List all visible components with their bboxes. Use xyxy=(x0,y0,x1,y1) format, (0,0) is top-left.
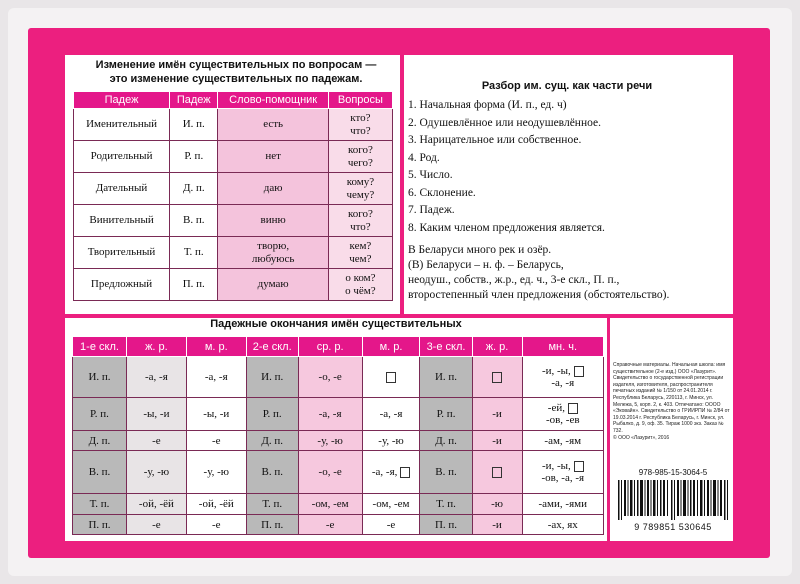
case-abbr: Р. п. xyxy=(73,398,127,431)
helper-word: творю, любуюсь xyxy=(218,237,328,269)
case-abbr: П. п. xyxy=(246,515,298,535)
ending-cell: -у, -ю xyxy=(298,431,362,451)
table-row xyxy=(74,141,393,173)
ending-cell: -ой, -ёй xyxy=(186,494,246,515)
ending-cell: -ом, -ем xyxy=(298,494,362,515)
ending-cell: -о, -е xyxy=(298,451,362,494)
case-abbr: В. п. xyxy=(170,205,218,237)
null-ending-box xyxy=(574,366,584,377)
table-row xyxy=(74,205,393,237)
case-abbr: П. п. xyxy=(170,269,218,301)
ending-cell: -у, -ю xyxy=(362,431,420,451)
ending-cell: -е xyxy=(126,431,186,451)
ending-cell: -а, -я xyxy=(362,398,420,431)
ending-cell: -у, -ю xyxy=(126,451,186,494)
parse-item: 2. Одушевлённое или неодушевлённое. xyxy=(408,116,601,129)
ending-cell: -ей, -ов, -ев xyxy=(522,398,603,431)
ending-cell: -ы, -и xyxy=(126,398,186,431)
case-name: Родительный xyxy=(74,141,170,173)
case-abbr: Д. п. xyxy=(246,431,298,451)
table-row xyxy=(74,237,393,269)
table-row xyxy=(74,269,393,301)
case-table xyxy=(73,91,393,301)
parse-example: В Беларуси много рек и озёр. (В) Беларуси – н. ф. – Беларусь, неодуш., собств., ж.р., ед. ч., 3-е скл., П. п., второстепенный член предложения (обстоятельство). xyxy=(408,244,670,301)
header-plural: мн. ч. xyxy=(522,337,603,357)
case-questions: кого? чего? xyxy=(328,141,392,173)
ending-cell: -у, -ю xyxy=(186,451,246,494)
ending-cell: -и xyxy=(472,515,522,535)
header-masculine-2: м. р. xyxy=(362,337,420,357)
case-abbr: Т. п. xyxy=(73,494,127,515)
ending-cell xyxy=(472,357,522,398)
ending-cell: -а, -я xyxy=(298,398,362,431)
table-row xyxy=(73,431,604,451)
case-abbr: П. п. xyxy=(73,515,127,535)
case-abbr: Т. п. xyxy=(420,494,472,515)
case-table-title: Изменение имён существительных по вопросам — это изменение существительных по падежам. xyxy=(95,59,377,85)
helper-word: виню xyxy=(218,205,328,237)
case-name: Творительный xyxy=(74,237,170,269)
helper-word: есть xyxy=(218,109,328,141)
null-ending-box xyxy=(568,403,578,414)
case-abbr: Р. п. xyxy=(246,398,298,431)
table-row xyxy=(74,173,393,205)
divider-imprint xyxy=(607,318,610,541)
header-case: Падеж xyxy=(74,92,170,109)
helper-word: нет xyxy=(218,141,328,173)
ending-cell xyxy=(362,357,420,398)
divider-vertical xyxy=(400,55,404,317)
ending-cell: -ами, -ями xyxy=(522,494,603,515)
table-row xyxy=(73,357,604,398)
ending-cell: -ом, -ем xyxy=(362,494,420,515)
parse-item: 6. Склонение. xyxy=(408,186,476,199)
ending-cell: -ой, -ёй xyxy=(126,494,186,515)
header-masculine: м. р. xyxy=(186,337,246,357)
null-ending-box xyxy=(492,372,502,383)
table-row xyxy=(73,494,604,515)
isbn-label: 978-985-15-3064-5 xyxy=(638,468,708,477)
ending-cell: -и xyxy=(472,431,522,451)
ending-cell: -и xyxy=(472,398,522,431)
barcode-icon xyxy=(616,480,730,520)
parse-item: 7. Падеж. xyxy=(408,204,455,216)
parse-item: 8. Каким членом предложения является. xyxy=(408,221,605,234)
ending-cell: -ах, ях xyxy=(522,515,603,535)
header-declension-3: 3-е скл. xyxy=(420,337,472,357)
case-abbr: И. п. xyxy=(246,357,298,398)
ending-cell: -ы, -и xyxy=(186,398,246,431)
case-name: Именительный xyxy=(74,109,170,141)
case-questions: кому? чему? xyxy=(328,173,392,205)
ending-cell: -е xyxy=(126,515,186,535)
case-abbr: И. п. xyxy=(420,357,472,398)
ending-cell: -ам, -ям xyxy=(522,431,603,451)
ending-cell: -о, -е xyxy=(298,357,362,398)
case-abbr: В. п. xyxy=(420,451,472,494)
parse-item: 3. Нарицательное или собственное. xyxy=(408,134,582,146)
null-ending-box xyxy=(400,467,410,478)
table-row xyxy=(73,515,604,535)
ending-cell: -а, -я xyxy=(186,357,246,398)
table-row xyxy=(73,451,604,494)
case-questions: кем? чем? xyxy=(328,237,392,269)
parse-section xyxy=(408,80,726,303)
header-declension-1: 1-е скл. xyxy=(73,337,127,357)
header-questions: Вопросы xyxy=(328,92,392,109)
ending-cell: -и, -ы, -ов, -а, -я xyxy=(522,451,603,494)
case-abbr: Р. п. xyxy=(170,141,218,173)
parse-title: Разбор им. сущ. как части речи xyxy=(481,80,653,92)
case-name: Дательный xyxy=(74,173,170,205)
case-abbr: Т. п. xyxy=(246,494,298,515)
header-feminine: ж. р. xyxy=(126,337,186,357)
ending-cell: -е xyxy=(186,515,246,535)
ending-cell xyxy=(472,451,522,494)
endings-table-title: Падежные окончания имён существительных xyxy=(210,318,462,330)
ending-cell: -а, -я, xyxy=(362,451,420,494)
case-abbr: И. п. xyxy=(170,109,218,141)
imprint-text: Справочные материалы. Начальная школа: имя существительное (2-е изд.) ООО «Лазурит». Свидетельство о государственной регистрации издателя, изготовителя, распространителя печатных изданий № 1/150 от 24.01.2014 г. Республика Беларусь, 220113, г. Минск, ул. Мележа, 5, корп. 2, к. 403. Отпечатано: ОООО «Эковайн». Свидетельство о ГРИИРПИ № 2/84 от 19.03.2014 г. Республика Беларусь, г. Минск, ул. Рыбалко, д. 9, оф. 35. Тираж 1000 экз. Заказ № 732. © ООО «Лазурит», 2016 xyxy=(613,362,730,441)
null-ending-box xyxy=(492,467,502,478)
table-row xyxy=(74,109,393,141)
header-neuter: ср. р. xyxy=(298,337,362,357)
ending-cell: -и, -ы, -а, -я xyxy=(522,357,603,398)
null-ending-box xyxy=(574,461,584,472)
case-questions: кого? что? xyxy=(328,205,392,237)
case-abbr: Т. п. xyxy=(170,237,218,269)
table-row xyxy=(73,398,604,431)
ending-cell: -е xyxy=(186,431,246,451)
barcode-number: 9 789851 530645 xyxy=(634,522,712,532)
endings-table xyxy=(72,336,604,535)
ending-cell: -а, -я xyxy=(126,357,186,398)
helper-word: даю xyxy=(218,173,328,205)
null-ending-box xyxy=(386,372,396,383)
ending-cell: -е xyxy=(362,515,420,535)
ending-cell: -ю xyxy=(472,494,522,515)
case-questions: о ком? о чём? xyxy=(328,269,392,301)
header-helper-word: Слово-помощник xyxy=(218,92,328,109)
case-questions: кто? что? xyxy=(328,109,392,141)
parse-item: 5. Число. xyxy=(408,169,453,181)
case-abbr: В. п. xyxy=(246,451,298,494)
parse-item: 4. Род. xyxy=(408,151,440,164)
parse-item: 1. Начальная форма (И. п., ед. ч) xyxy=(408,99,567,111)
ending-cell: -е xyxy=(298,515,362,535)
header-case-abbr: Падеж xyxy=(170,92,218,109)
case-abbr: Д. п. xyxy=(170,173,218,205)
case-abbr: Д. п. xyxy=(420,431,472,451)
case-abbr: В. п. xyxy=(73,451,127,494)
case-abbr: П. п. xyxy=(420,515,472,535)
case-abbr: Д. п. xyxy=(73,431,127,451)
case-abbr: И. п. xyxy=(73,357,127,398)
case-abbr: Р. п. xyxy=(420,398,472,431)
header-feminine-3: ж. р. xyxy=(472,337,522,357)
helper-word: думаю xyxy=(218,269,328,301)
case-name: Предложный xyxy=(74,269,170,301)
case-name: Винительный xyxy=(74,205,170,237)
header-declension-2: 2-е скл. xyxy=(246,337,298,357)
